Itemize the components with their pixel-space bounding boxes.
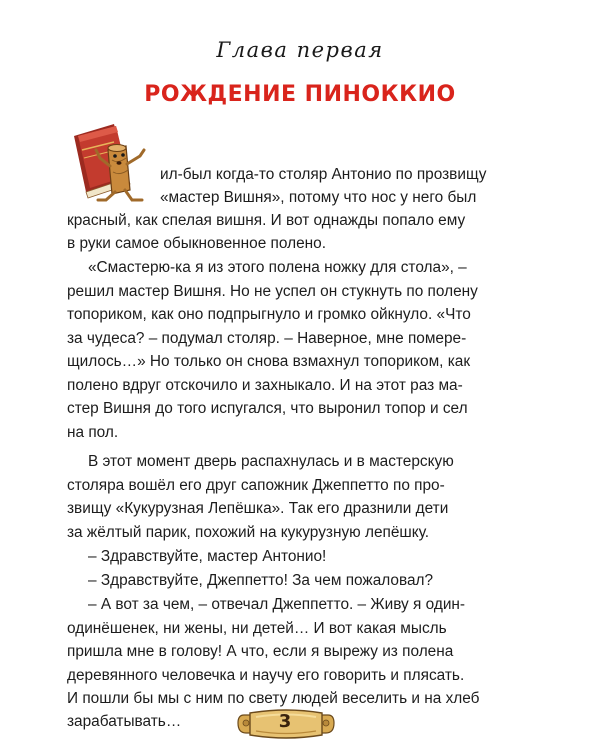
story-line: щилось…» Но только он снова взмахнул топориком, как — [67, 353, 471, 370]
story-line: одинёшенек, ни жены, ни детей… И вот какая мысль — [67, 620, 447, 637]
story-line: деревянного человечка и научу его говорить и плясать. — [67, 667, 465, 684]
story-line: топориком, как оно подпрыгнуло и громко ойкнуло. «Что — [67, 306, 471, 323]
story-line: стер Вишня до того испугался, что выронил топор и сел — [67, 400, 468, 417]
story-line: звищу «Кукурузная Лепёшка». Так его дразнили дети — [67, 500, 449, 517]
dialogue-line: – Здравствуйте, мастер Антонио! — [88, 548, 327, 565]
story-line: В этот момент дверь распахнулась и в мастерскую — [88, 453, 454, 470]
story-line: красный, как спелая вишня. И вот однажды попало ему — [67, 212, 466, 229]
story-line: зарабатывать… — [67, 713, 182, 730]
story-line: столяра вошёл его друг сапожник Джеппетто по про- — [67, 477, 445, 494]
dialogue-line: – А вот за чем, – отвечал Джеппетто. – Живу я один- — [88, 596, 466, 613]
story-line: пришла мне в голову! А что, если я вырежу из полена — [67, 643, 454, 660]
story-line: в руки самое обыкновенное полено. — [67, 235, 326, 252]
story-line: «мастер Вишня», потому что нос у него был — [160, 189, 477, 206]
story-line: за чудеса? – подумал столяр. – Наверное, мне помере- — [67, 330, 467, 347]
chapter-heading: Глава первая — [216, 38, 384, 62]
story-line: за жёлтый парик, похожий на кукурузную лепёшку. — [67, 524, 430, 541]
dialogue-line: – Здравствуйте, Джеппетто! За чем пожаловал? — [88, 572, 434, 589]
story-line: «Смастерю-ка я из этого полена ножку для стола», – — [88, 259, 467, 276]
story-line: ил-был когда-то столяр Антонио по прозвищу — [160, 166, 487, 183]
story-line: И пошли бы мы с ним по свету людей веселить и на хлеб — [67, 690, 480, 707]
story-line: полено вдруг отскочило и захныкало. И на этот раз ма- — [67, 377, 463, 394]
chapter-title: РОЖДЕНИЕ ПИНОККИО — [144, 82, 456, 107]
story-line: на пол. — [67, 424, 119, 441]
story-line: решил мастер Вишня. Но не успел он стукнуть по полену — [67, 283, 478, 300]
page-number: 3 — [278, 711, 292, 732]
